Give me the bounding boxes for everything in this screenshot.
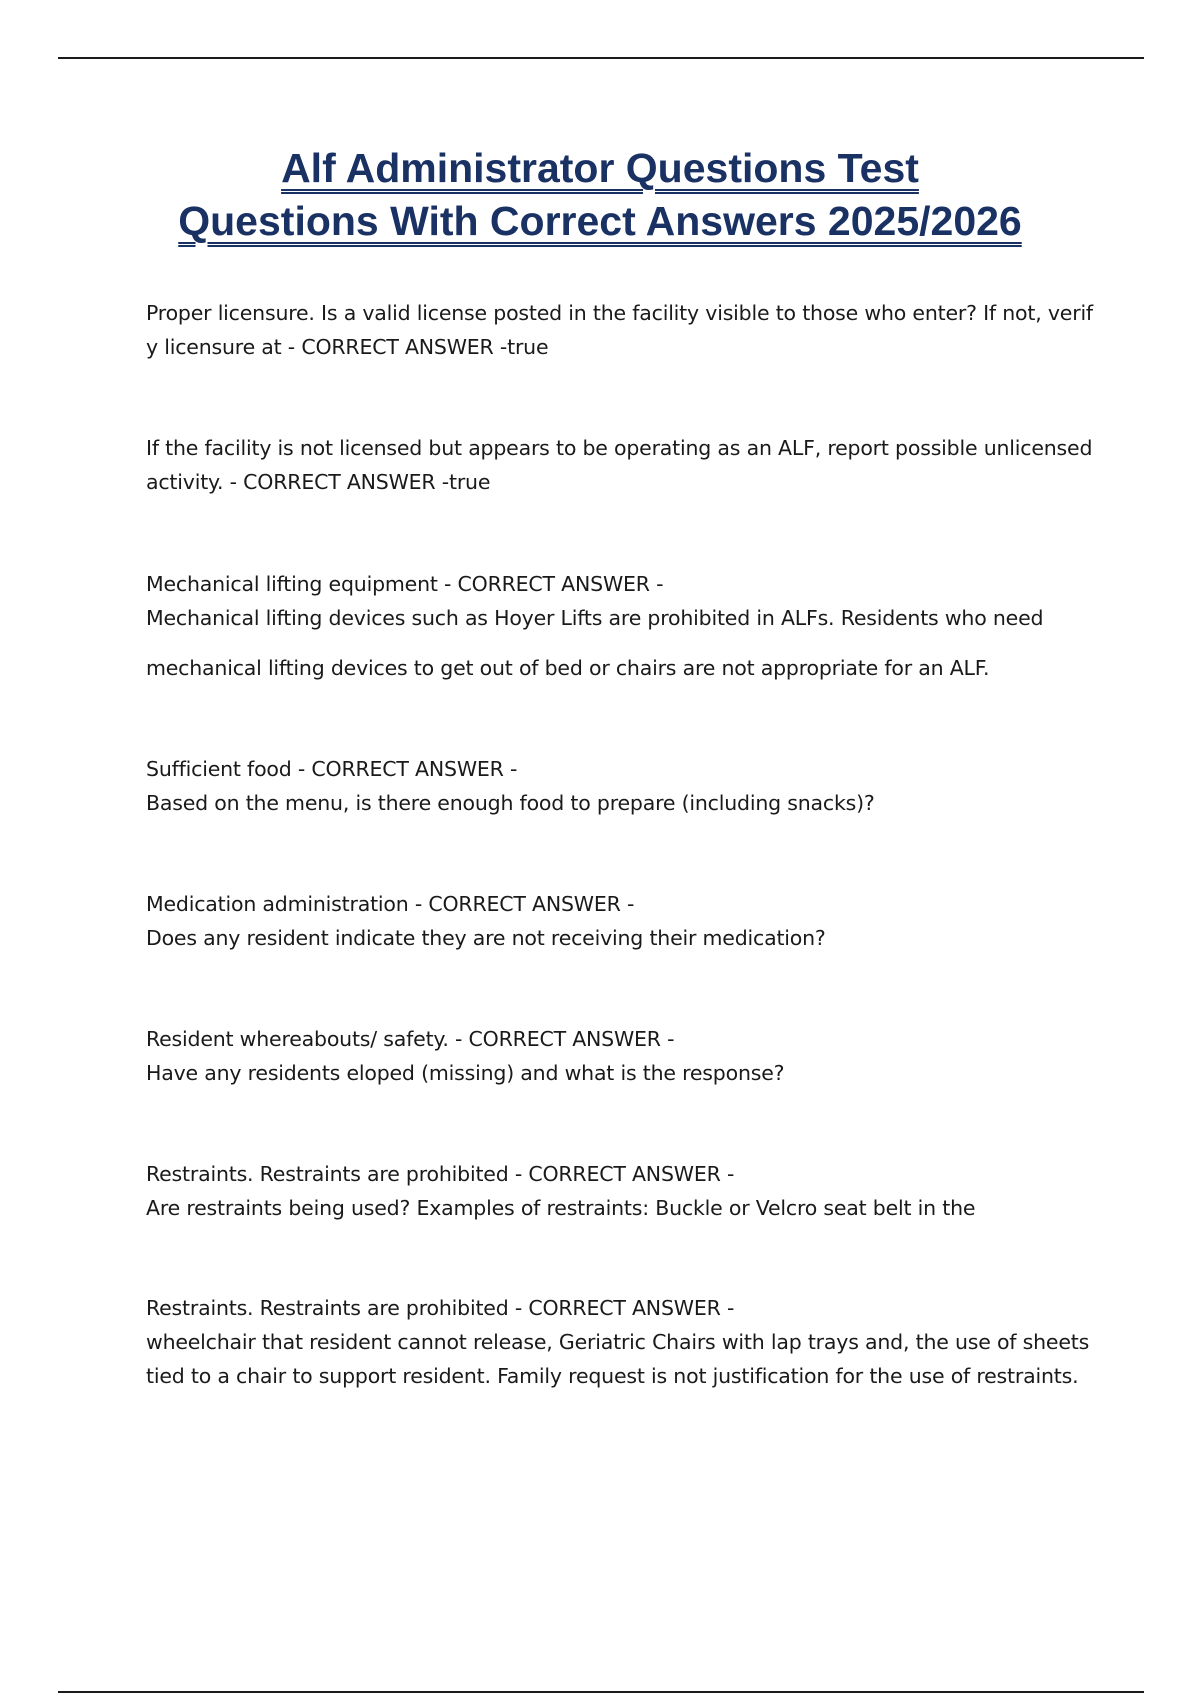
top-divider [58,57,1144,59]
qa-line: activity. - CORRECT ANSWER -true [146,470,491,494]
qa-line: Are restraints being used? Examples of restraints: Buckle or Velcro seat belt in the [146,1196,976,1220]
qa-line: Resident whereabouts/ safety. - CORRECT ANSWER - [146,1027,675,1051]
qa-item-5 [146,887,1086,955]
qa-line: Sufficient food - CORRECT ANSWER - [146,757,518,781]
bottom-divider [58,1691,1144,1693]
qa-line: Restraints. Restraints are prohibited - CORRECT ANSWER - [146,1162,735,1186]
qa-line: Proper licensure. Is a valid license posted in the facility visible to those who enter? If not, verif [146,301,1093,325]
qa-line: Medication administration - CORRECT ANSWER - [146,892,635,916]
qa-line: wheelchair that resident cannot release, Geriatric Chairs with lap trays and, the use of sheets [146,1330,1090,1354]
qa-item-1 [146,296,1093,364]
qa-line: Mechanical lifting devices such as Hoyer Lifts are prohibited in ALFs. Residents who need [146,606,1044,630]
qa-line: tied to a chair to support resident. Family request is not justification for the use of restraints. [146,1364,1079,1388]
qa-item-4 [146,752,1086,820]
title-line-1: Alf Administrator Questions Test [281,145,919,191]
qa-line: Mechanical lifting equipment - CORRECT ANSWER - [146,572,664,596]
qa-line: Does any resident indicate they are not receiving their medication? [146,926,826,950]
qa-line: mechanical lifting devices to get out of bed or chairs are not appropriate for an ALF. [146,656,990,680]
qa-item-7 [146,1157,1086,1225]
title-line-2: Questions With Correct Answers 2025/2026 [178,198,1022,244]
qa-line: Based on the menu, is there enough food to prepare (including snacks)? [146,791,875,815]
qa-item-2 [146,431,1093,499]
qa-item-3 [146,567,1086,685]
document-title [100,142,1100,248]
qa-line: Have any residents eloped (missing) and what is the response? [146,1061,785,1085]
qa-line: y licensure at - CORRECT ANSWER -true [146,335,549,359]
qa-line: Restraints. Restraints are prohibited - CORRECT ANSWER - [146,1296,735,1320]
qa-line: If the facility is not licensed but appears to be operating as an ALF, report possible unlicensed [146,436,1093,460]
qa-item-8 [146,1291,1090,1393]
qa-item-6 [146,1022,1086,1090]
